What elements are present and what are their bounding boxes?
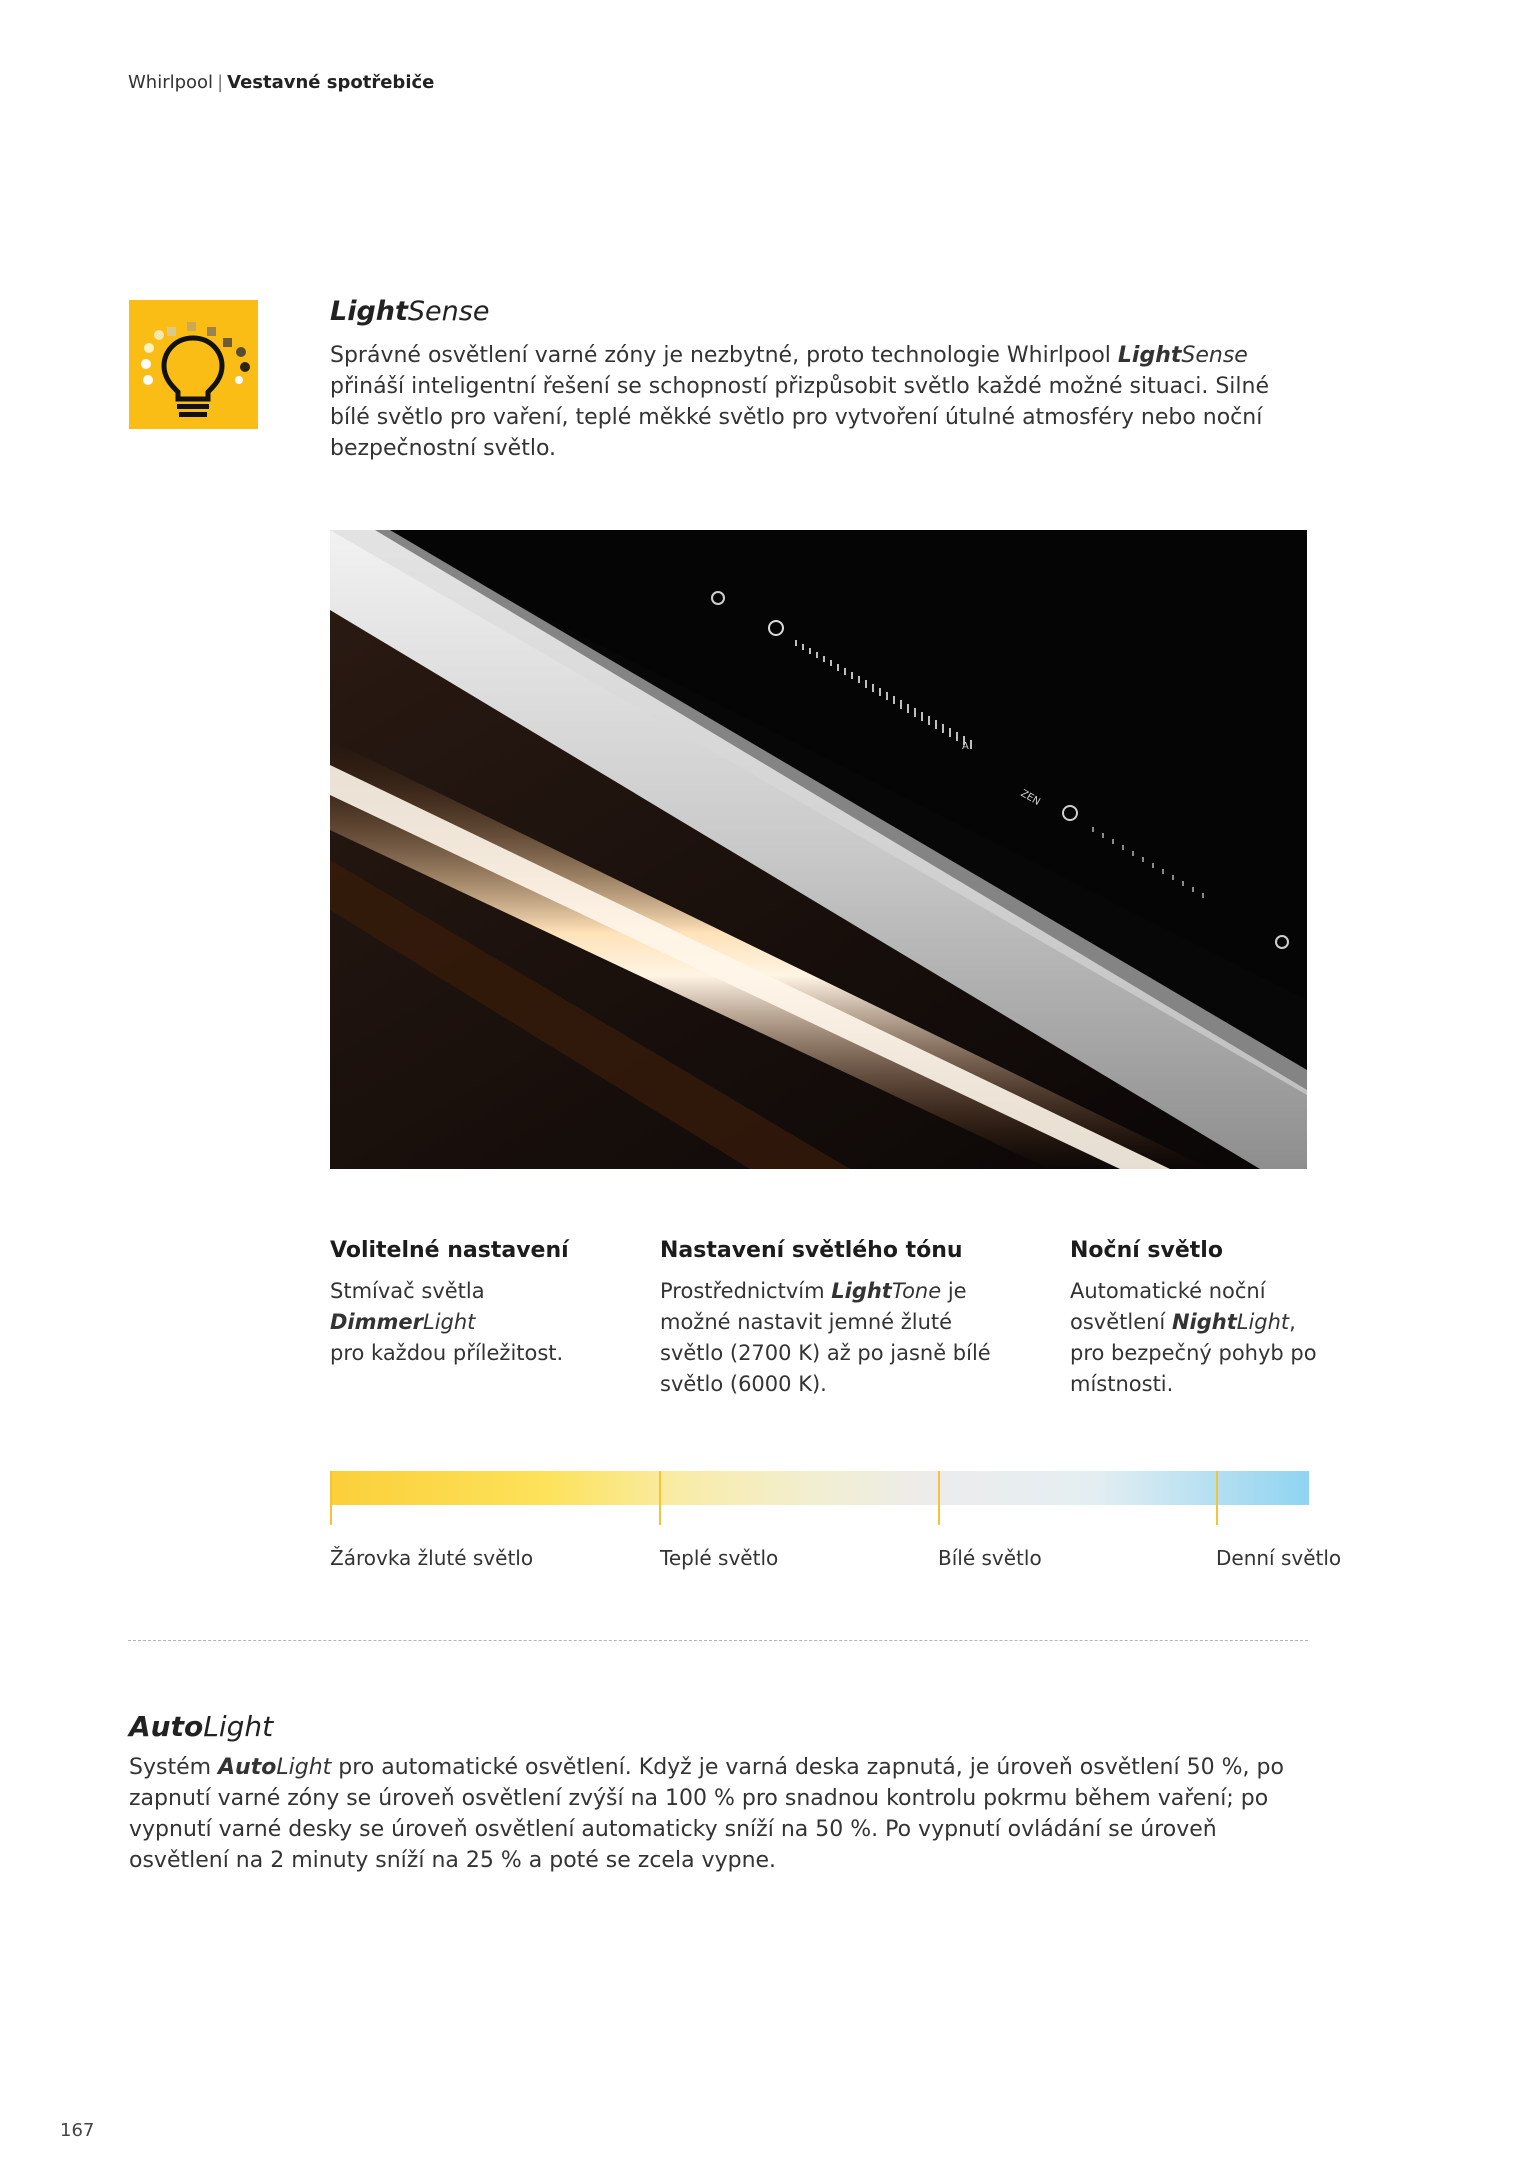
feature-nightlight-text: Automatické noční osvětlení NightLight, pro bezpečný pohyb po místnosti.: [1070, 1279, 1317, 1396]
scale-tick: [938, 1471, 940, 1525]
panel-label-a: A: [962, 741, 969, 752]
page-header: [128, 72, 434, 93]
header-section: Vestavné spotřebiče: [227, 72, 435, 93]
scale-label-incandescent: Žárovka žluté světlo: [330, 1546, 534, 1570]
autolight-title: AutoLight: [129, 1710, 274, 1743]
scale-tick: [330, 1471, 332, 1525]
feature-dimmer-title: Volitelné nastavení: [330, 1238, 569, 1263]
header-brand: Whirlpool: [128, 72, 214, 93]
color-temperature-bar: [330, 1471, 1309, 1505]
lightsense-title: LightSense: [330, 296, 490, 327]
feature-lighttone-title: Nastavení světlého tónu: [660, 1238, 963, 1263]
scale-tick: [1216, 1471, 1218, 1525]
hood-light-photo: [330, 530, 1307, 1169]
scale-tick: [659, 1471, 661, 1525]
lightsense-description: Správné osvětlení varné zóny je nezbytné, proto technologie Whirlpool LightSense přináší inteligentní řešení se schopností přizpůsobit světlo každé možné situaci. Silné bílé světlo pro vaření, teplé měkké světlo pro vytvoření útulné atmosféry nebo noční bezpečnostní světlo.: [330, 343, 1270, 461]
feature-dimmer-text: Stmívač světla DimmerLight pro každou příležitost.: [330, 1279, 564, 1365]
section-divider: [128, 1640, 1308, 1641]
scale-label-warm: Teplé světlo: [660, 1546, 779, 1570]
scale-label-white: Bílé světlo: [938, 1546, 1042, 1570]
page-number: 167: [60, 2120, 95, 2141]
autolight-description: Systém AutoLight pro automatické osvětlení. Když je varná deska zapnutá, je úroveň osvětlení 50 %, po zapnutí varné zóny se úroveň osvětlení zvýší na 100 % pro snadnou kontrolu pokrmu během vaření; po vypnutí varné desky se úroveň osvětlení automaticky sníží na 50 %. Po vypnutí ovládání se úroveň osvětlení na 2 minuty sníží na 25 % a poté se zcela vypne.: [129, 1755, 1284, 1873]
header-separator: |: [217, 72, 224, 93]
scale-label-daylight: Denní světlo: [1216, 1546, 1342, 1570]
feature-nightlight-title: Noční světlo: [1070, 1238, 1223, 1263]
light-bulb-icon: [129, 300, 258, 429]
panel-label-zen: ZEN: [1018, 788, 1042, 808]
feature-lighttone-text: Prostřednictvím LightTone je možné nastavit jemné žluté světlo (2700 K) až po jasně bílé světlo (6000 K).: [660, 1279, 991, 1396]
